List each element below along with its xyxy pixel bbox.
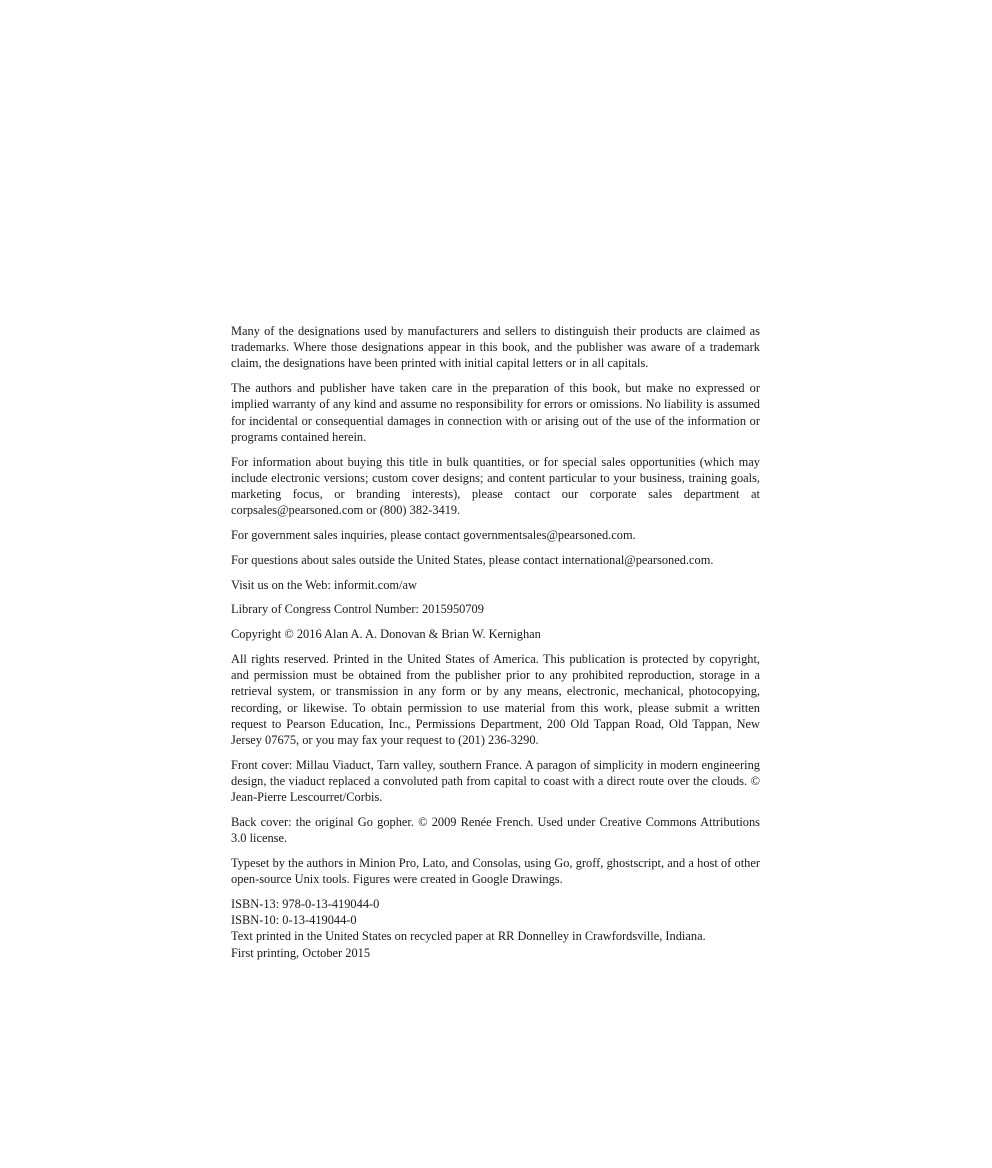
printing-info-block: [231, 896, 760, 961]
front-cover-credit: Front cover: Millau Viaduct, Tarn valley, southern France. A paragon of simplicity in modern engineering design, the viaduct replaced a convoluted path from capital to coast with a direct route over the clouds. © Jean-Pierre Lescourret/Corbis.: [231, 757, 760, 805]
warranty-disclaimer: The authors and publisher have taken care in the preparation of this book, but make no expressed or implied warranty of any kind and assume no responsibility for errors or omissions. No liability is assumed for incidental or consequential damages in connection with or arising out of the use of the information or programs contained herein.: [231, 381, 760, 444]
copyright-line: Copyright © 2016 Alan A. A. Donovan & Brian W. Kernighan: [231, 627, 541, 642]
government-sales-info: For government sales inquiries, please contact governmentsales@pearsoned.com.: [231, 528, 636, 543]
international-sales-info: For questions about sales outside the United States, please contact international@pearsoned.com.: [231, 552, 714, 567]
website-info: Visit us on the Web: informit.com/aw: [231, 577, 417, 592]
printing-location: Text printed in the United States on recycled paper at RR Donnelley in Crawfordsville, Indiana.: [231, 929, 706, 944]
back-cover-credit: Back cover: the original Go gopher. © 2009 Renée French. Used under Creative Commons Attributions 3.0 license.: [231, 815, 760, 846]
first-printing-date: First printing, October 2015: [231, 945, 371, 960]
typesetting-info: Typeset by the authors in Minion Pro, Lato, and Consolas, using Go, groff, ghostscript, and a host of other open-source Unix tools. Figures were created in Google Drawings.: [231, 856, 760, 887]
isbn-10: ISBN-10: 0-13-419044-0: [231, 913, 357, 928]
isbn-13: ISBN-13: 978-0-13-419044-0: [231, 897, 380, 912]
copyright-page: [231, 323, 760, 961]
trademark-notice: Many of the designations used by manufacturers and sellers to distinguish their products are claimed as trademarks. Where those designations appear in this book, and the publisher was aware of a trademark claim, the designations have been printed with initial capital letters or in all capitals.: [231, 324, 760, 371]
bulk-sales-info: For information about buying this title in bulk quantities, or for special sales opportunities (which may include electronic versions; custom cover designs; and content particular to your business, training goals, marketing focus, or branding interests), please contact our corporate sales department at corpsales@pearsoned.com or (800) 382-3419.: [231, 454, 760, 518]
library-of-congress-number: Library of Congress Control Number: 2015950709: [231, 602, 484, 617]
rights-reserved-notice: All rights reserved. Printed in the United States of America. This publication is protected by copyright, and permission must be obtained from the publisher prior to any prohibited reproduction, storage in a retrieval system, or transmission in any form or by any means, electronic, mechanical, photocopying, recording, or likewise. To obtain permission to use material from this work, please submit a written request to Pearson Education, Inc., Permissions Department, 200 Old Tappan Road, Old Tappan, New Jersey 07675, or you may fax your request to (201) 236-3290.: [231, 652, 760, 748]
